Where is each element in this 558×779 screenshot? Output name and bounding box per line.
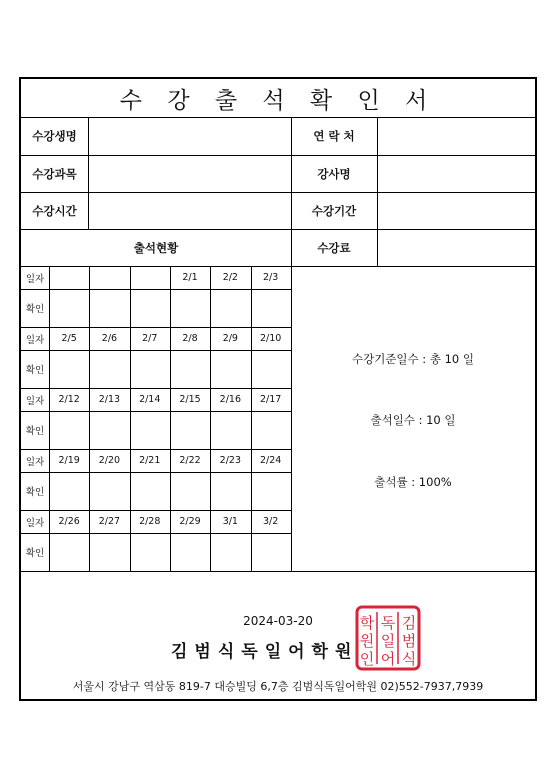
date-cell: 2/1 — [182, 272, 198, 283]
grid-line — [49, 266, 50, 571]
check-row-label: 확인 — [25, 487, 45, 498]
date-cell: 2/10 — [259, 333, 282, 344]
check-cell[interactable] — [49, 533, 89, 571]
check-cell[interactable] — [251, 350, 291, 388]
check-cell[interactable] — [210, 411, 250, 449]
grid-line — [210, 266, 211, 571]
check-cell[interactable] — [130, 411, 170, 449]
date-cell: 2/12 — [58, 394, 80, 405]
date-row-label: 일자 — [25, 273, 45, 285]
check-cell[interactable] — [170, 350, 210, 388]
date-cell: 2/26 — [58, 516, 80, 527]
attendance-rate: 출석률 : 100% — [374, 475, 452, 489]
check-cell[interactable] — [251, 533, 291, 571]
check-cell[interactable] — [89, 533, 129, 571]
check-cell[interactable] — [49, 289, 89, 327]
grid-line — [89, 266, 90, 571]
check-cell[interactable] — [89, 289, 129, 327]
check-cell[interactable] — [170, 411, 210, 449]
svg-text:김: 김 — [401, 614, 417, 632]
date-cell: 2/23 — [219, 455, 241, 466]
check-cell[interactable] — [49, 472, 89, 510]
date-row-label: 일자 — [25, 456, 45, 468]
date-row-label: 일자 — [25, 517, 45, 529]
contact-field[interactable] — [377, 117, 535, 155]
seal-stamp — [354, 604, 422, 672]
check-cell[interactable] — [130, 472, 170, 510]
svg-text:독: 독 — [380, 614, 396, 632]
check-cell[interactable] — [89, 350, 129, 388]
standard-days: 수강기준일수 : 총 10 일 — [351, 352, 474, 366]
date-cell — [89, 266, 129, 289]
date-cell: 2/5 — [61, 333, 77, 344]
date-cell: 2/13 — [98, 394, 121, 405]
svg-text:인: 인 — [359, 650, 375, 668]
grid-line — [251, 266, 252, 571]
fee-field[interactable] — [377, 229, 535, 266]
date-cell: 2/8 — [182, 333, 198, 344]
date-row-label: 일자 — [25, 334, 45, 346]
check-row-label: 확인 — [25, 304, 45, 315]
instructor-field[interactable] — [377, 155, 535, 192]
fee-label: 수강료 — [317, 240, 351, 255]
check-cell[interactable] — [251, 472, 291, 510]
date-cell: 2/15 — [179, 394, 201, 405]
document-title: 수 강 출 석 확 인 서 — [119, 87, 437, 114]
check-cell[interactable] — [130, 289, 170, 327]
date-cell: 2/2 — [222, 272, 238, 283]
grid-line — [130, 266, 131, 571]
date-cell: 2/16 — [219, 394, 241, 405]
period-field[interactable] — [377, 192, 535, 229]
academy-name: 김범식독일어학원 — [171, 642, 359, 662]
attendance-status-label: 출석현황 — [133, 240, 179, 255]
date-cell: 2/20 — [98, 455, 121, 466]
attended-days: 출석일수 : 10 일 — [370, 413, 456, 427]
date-cell: 2/7 — [142, 333, 158, 344]
contact-label: 연 락 처 — [313, 129, 355, 143]
date-cell: 2/28 — [139, 516, 161, 527]
time-label: 수강시간 — [32, 203, 77, 218]
check-row-label: 확인 — [25, 426, 45, 437]
date-cell — [130, 266, 170, 289]
date-cell: 2/22 — [179, 455, 201, 466]
check-cell[interactable] — [49, 350, 89, 388]
period-label: 수강기간 — [311, 203, 357, 218]
date-cell: 3/2 — [263, 516, 279, 527]
check-row-label: 확인 — [25, 548, 45, 559]
grid-line — [170, 266, 171, 571]
check-cell[interactable] — [49, 411, 89, 449]
date-cell: 2/29 — [179, 516, 201, 527]
student-name-label: 수강생명 — [32, 129, 77, 143]
date-cell — [49, 266, 89, 289]
check-cell[interactable] — [210, 533, 250, 571]
date-cell: 2/3 — [263, 272, 279, 283]
svg-text:식: 식 — [401, 650, 417, 668]
check-cell[interactable] — [210, 350, 250, 388]
date-cell: 2/27 — [98, 516, 121, 527]
check-row-label: 확인 — [25, 365, 45, 376]
course-field[interactable] — [88, 155, 291, 192]
svg-text:범: 범 — [401, 632, 417, 650]
date-cell: 2/19 — [58, 455, 80, 466]
check-cell[interactable] — [130, 533, 170, 571]
check-cell[interactable] — [251, 289, 291, 327]
check-cell[interactable] — [89, 472, 129, 510]
divider — [21, 571, 535, 572]
issue-date: 2024-03-20 — [243, 614, 313, 628]
check-cell[interactable] — [170, 533, 210, 571]
svg-text:원: 원 — [359, 632, 375, 650]
check-cell[interactable] — [130, 350, 170, 388]
check-cell[interactable] — [170, 472, 210, 510]
svg-text:어: 어 — [380, 650, 396, 668]
date-cell: 3/1 — [222, 516, 238, 527]
instructor-label: 강사명 — [317, 166, 351, 181]
date-row-label: 일자 — [25, 395, 45, 407]
date-cell: 2/17 — [259, 394, 282, 405]
check-cell[interactable] — [251, 411, 291, 449]
date-cell: 2/24 — [259, 455, 282, 466]
date-cell: 2/14 — [139, 394, 161, 405]
course-label: 수강과목 — [32, 166, 77, 181]
academy-address: 서울시 강남구 역삼동 819-7 대승빌딩 6,7층 김범식독일어학원 02)552-7937,7939 — [72, 680, 484, 693]
date-cell: 2/6 — [101, 333, 118, 344]
svg-text:학: 학 — [359, 614, 375, 632]
attendance-certificate — [19, 77, 537, 701]
check-cell[interactable] — [170, 289, 210, 327]
check-cell[interactable] — [210, 472, 250, 510]
date-cell: 2/9 — [222, 333, 238, 344]
student-name-field[interactable] — [88, 117, 291, 155]
attendance-grid — [21, 266, 291, 571]
time-field[interactable] — [88, 192, 291, 229]
check-cell[interactable] — [89, 411, 129, 449]
svg-text:일: 일 — [380, 632, 396, 650]
check-cell[interactable] — [210, 289, 250, 327]
date-cell: 2/21 — [139, 455, 161, 466]
